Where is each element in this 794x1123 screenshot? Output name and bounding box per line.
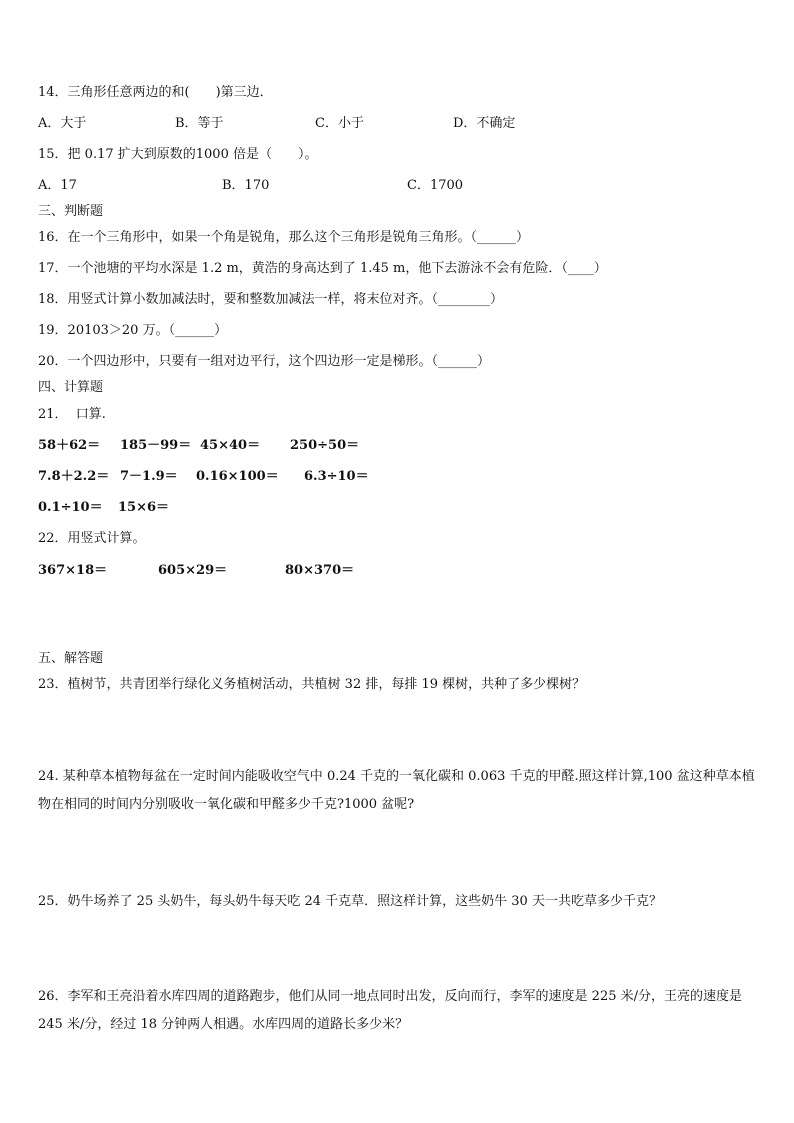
question-14-stem: 14．三角形任意两边的和( )第三边． [38, 85, 273, 100]
judge-question-16: 16．在一个三角形中，如果一个角是锐角，那么这个三角形是锐角三角形。（______） [38, 230, 530, 245]
calc-item: 250÷50＝ [290, 438, 360, 453]
calc-item: 0.1÷10＝ [38, 500, 103, 515]
question-24: 24. 某种草本植物每盆在一定时间内能吸收空气中 0.24 千克的一氧化碳和 0.063 千克的甲醛.照这样计算,100 盆这种草本植物在相同的时间内分别吸收一氧化碳和甲醛多少千克?1000 盆呢? [38, 769, 755, 812]
q15-option-b: B．170 [222, 178, 270, 193]
calc-item: 58＋62＝ [38, 438, 101, 453]
vertical-calc-item: 605×29＝ [158, 563, 228, 578]
q14-option-d: D．不确定 [453, 116, 516, 131]
question-15-stem: 15．把 0.17 扩大到原数的1000 倍是（ ）。 [38, 147, 318, 162]
question-23: 23．植树节，共青团举行绿化义务植树活动，共植树 32 排，每排 19 棵树，共种了多少棵树？ [38, 677, 586, 692]
calc-item: 7.8＋2.2＝ [38, 469, 110, 484]
section-5-heading: 五、解答题 [38, 651, 104, 666]
calc-item: 7－1.9＝ [120, 469, 178, 484]
question-26: 26．李军和王亮沿着水库四周的道路跑步，他们从同一地点同时出发，反向而行，李军的速度是 225 米/分，王亮的速度是 245 米/分，经过 18 分钟两人相遇。水库四周的道路长多少米？ [38, 989, 743, 1032]
q15-option-a: A．17 [38, 178, 77, 193]
question-25: 25．奶牛场养了 25 头奶牛，每头奶牛每天吃 24 千克草．照这样计算，这些奶牛 30 天一共吃草多少千克？ [38, 894, 662, 909]
calc-item: 6.3÷10＝ [304, 469, 369, 484]
vertical-calc-item: 367×18＝ [38, 563, 108, 578]
question-22-stem: 22．用竖式计算。 [38, 531, 146, 546]
q15-option-c: C．1700 [407, 178, 464, 193]
question-21-stem: 21． 口算. [38, 407, 106, 422]
judge-question-17: 17．一个池塘的平均水深是 1.2 m，黄浩的身高达到了 1.45 m，他下去游泳不会有危险．（____） [38, 261, 607, 276]
section-3-heading: 三、判断题 [38, 204, 104, 219]
judge-question-20: 20．一个四边形中，只要有一组对边平行，这个四边形一定是梯形。（______） [38, 354, 491, 369]
section-4-heading: 四、计算题 [38, 380, 104, 395]
vertical-calc-item: 80×370＝ [285, 563, 355, 578]
calc-item: 0.16×100＝ [196, 469, 279, 484]
calc-item: 45×40＝ [200, 438, 261, 453]
calc-item: 15×6＝ [118, 500, 170, 515]
judge-question-19: 19．20103＞20 万。（______） [38, 323, 228, 338]
q14-option-c: C．小于 [315, 116, 364, 131]
q14-option-a: A．大于 [38, 116, 87, 131]
q14-option-b: B．等于 [175, 116, 224, 131]
calc-item: 185－99＝ [120, 438, 192, 453]
judge-question-18: 18．用竖式计算小数加减法时，要和整数加减法一样，将末位对齐。（________） [38, 292, 504, 307]
